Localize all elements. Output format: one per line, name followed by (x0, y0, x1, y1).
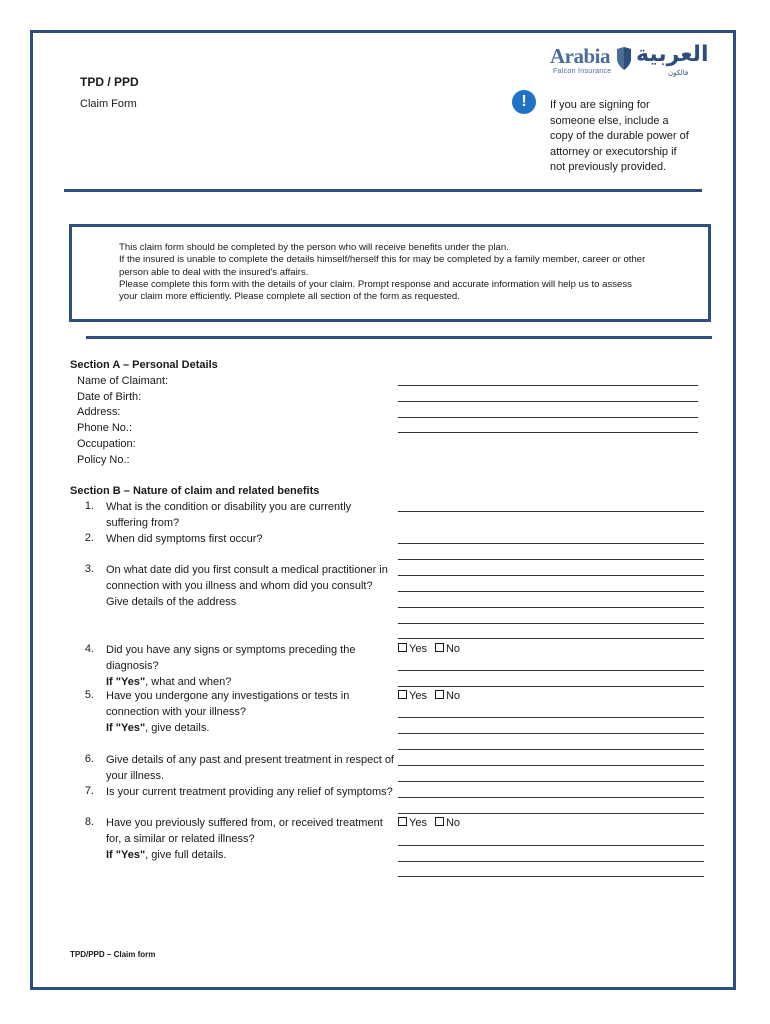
no-option[interactable] (435, 690, 460, 702)
instruction-line: If the insured is unable to complete the details himself/herself this for may be completed by a family member, career or other (119, 254, 646, 266)
instruction-line: your claim more efficiently. Please complete all section of the form as requested. (119, 291, 460, 303)
answer-line[interactable] (398, 638, 704, 639)
divider (86, 336, 712, 339)
answer-line[interactable] (398, 623, 704, 624)
answer-line[interactable] (398, 749, 704, 750)
question-number: 5. (84, 689, 94, 701)
answer-line[interactable] (398, 845, 704, 846)
checkbox-icon[interactable] (398, 817, 407, 826)
answer-line[interactable] (398, 813, 704, 814)
yes-option[interactable] (398, 690, 427, 702)
field-label-address: Address: (77, 406, 121, 418)
divider (64, 189, 702, 192)
name-input-line[interactable] (398, 385, 698, 386)
question-4-if-rest: , what and when? (145, 675, 232, 688)
exclamation-icon: ! (512, 90, 536, 114)
no-label: No (445, 817, 461, 829)
answer-line[interactable] (398, 670, 704, 671)
answer-line[interactable] (398, 765, 704, 766)
field-label-phone: Phone No.: (77, 422, 133, 434)
field-label-dob: Date of Birth: (77, 391, 142, 403)
answer-line[interactable] (398, 861, 704, 862)
logo-latin-subtext: Falcon Insurance (553, 68, 612, 75)
question-6-text: Give details of any past and present treatment in respect of your illness. (106, 754, 394, 782)
question-2-text: When did symptoms first occur? (106, 533, 263, 545)
logo-latin-text: Arabia (550, 44, 610, 68)
section-b-heading: Section B – Nature of claim and related benefits (70, 485, 320, 497)
question-7-text: Is your current treatment providing any relief of symptoms? (106, 786, 393, 798)
question-number: 4. (84, 643, 94, 655)
question-8-text (106, 816, 396, 863)
instruction-line: This claim form should be completed by the person who will receive benefits under the plan. (119, 242, 509, 253)
question-number: 1. (84, 500, 94, 512)
question-5-body: Have you undergone any investigations or tests in connection with your illness? (106, 690, 350, 718)
question-number: 2. (84, 532, 94, 544)
field-label-policy: Policy No.: (77, 454, 130, 466)
question-8-if: If "Yes" (106, 848, 146, 861)
section-a-heading: Section A – Personal Details (70, 359, 218, 371)
question-number: 6. (84, 753, 94, 765)
no-option[interactable] (435, 817, 460, 829)
checkbox-icon[interactable] (435, 643, 444, 652)
yes-label: Yes (409, 817, 427, 829)
answer-line[interactable] (398, 591, 704, 592)
yes-option[interactable] (398, 643, 427, 655)
logo-arabic-text: العربية (636, 42, 709, 67)
shield-icon (616, 47, 632, 71)
question-number: 3. (84, 563, 94, 575)
yes-label: Yes (409, 643, 427, 655)
checkbox-icon[interactable] (435, 817, 444, 826)
question-8-body: Have you previously suffered from, or received treatment for, a similar or related illness? (106, 817, 383, 845)
instruction-line: Please complete this form with the details of your claim. Prompt response and accurate information will help us to assess (119, 278, 632, 290)
note-line: If you are signing for (550, 99, 650, 111)
dob-input-line[interactable] (398, 401, 698, 402)
checkbox-icon[interactable] (398, 643, 407, 652)
checkbox-icon[interactable] (398, 690, 407, 699)
answer-line[interactable] (398, 781, 704, 782)
form-title: TPD / PPD (80, 75, 139, 89)
question-1-text: What is the condition or disability you are currently suffering from? (106, 501, 352, 529)
question-4-text (106, 643, 396, 690)
address-input-line[interactable] (398, 417, 698, 418)
question-8-yes-no (398, 817, 468, 829)
company-logo (550, 44, 708, 78)
note-line: attorney or executorship if (550, 145, 677, 158)
question-5-text (106, 689, 396, 736)
answer-line[interactable] (398, 511, 704, 512)
answer-line[interactable] (398, 543, 704, 544)
answer-line[interactable] (398, 876, 704, 877)
answer-line[interactable] (398, 575, 704, 576)
phone-input-line[interactable] (398, 432, 698, 433)
question-5-yes-no (398, 690, 468, 702)
note-line: copy of the durable power of (550, 130, 689, 142)
question-3-text: On what date did you first consult a medical practitioner in connection with you illness and whom did you consult? Give details of the address (106, 564, 388, 608)
answer-line[interactable] (398, 717, 704, 718)
answer-line[interactable] (398, 733, 704, 734)
question-5-if-rest: , give details. (145, 721, 210, 734)
form-subtitle: Claim Form (80, 98, 137, 110)
field-label-name: Name of Claimant: (77, 375, 169, 387)
instructions-box (69, 224, 711, 322)
answer-line[interactable] (398, 797, 704, 798)
checkbox-icon[interactable] (435, 690, 444, 699)
question-number: 7. (84, 785, 94, 797)
instruction-line: person able to deal with the insured's affairs. (119, 266, 309, 278)
no-label: No (445, 643, 461, 655)
logo-arabic-subtext: فالكون (668, 69, 689, 77)
question-5-if: If "Yes" (106, 721, 146, 734)
question-4-yes-no (398, 643, 468, 655)
signing-note (550, 98, 715, 176)
answer-line[interactable] (398, 559, 704, 560)
question-4-if: If "Yes" (106, 675, 146, 688)
yes-option[interactable] (398, 817, 427, 829)
note-line: not previously provided. (550, 161, 667, 173)
page-footer: TPD/PPD – Claim form (70, 950, 156, 959)
yes-label: Yes (409, 690, 427, 702)
question-4-body: Did you have any signs or symptoms preceding the diagnosis? (106, 644, 356, 672)
question-8-if-rest: , give full details. (145, 848, 227, 861)
answer-line[interactable] (398, 607, 704, 608)
no-label: No (445, 690, 461, 702)
question-number: 8. (84, 816, 94, 828)
answer-line[interactable] (398, 686, 704, 687)
field-label-occupation: Occupation: (77, 438, 136, 450)
note-line: someone else, include a (550, 114, 669, 127)
no-option[interactable] (435, 643, 460, 655)
